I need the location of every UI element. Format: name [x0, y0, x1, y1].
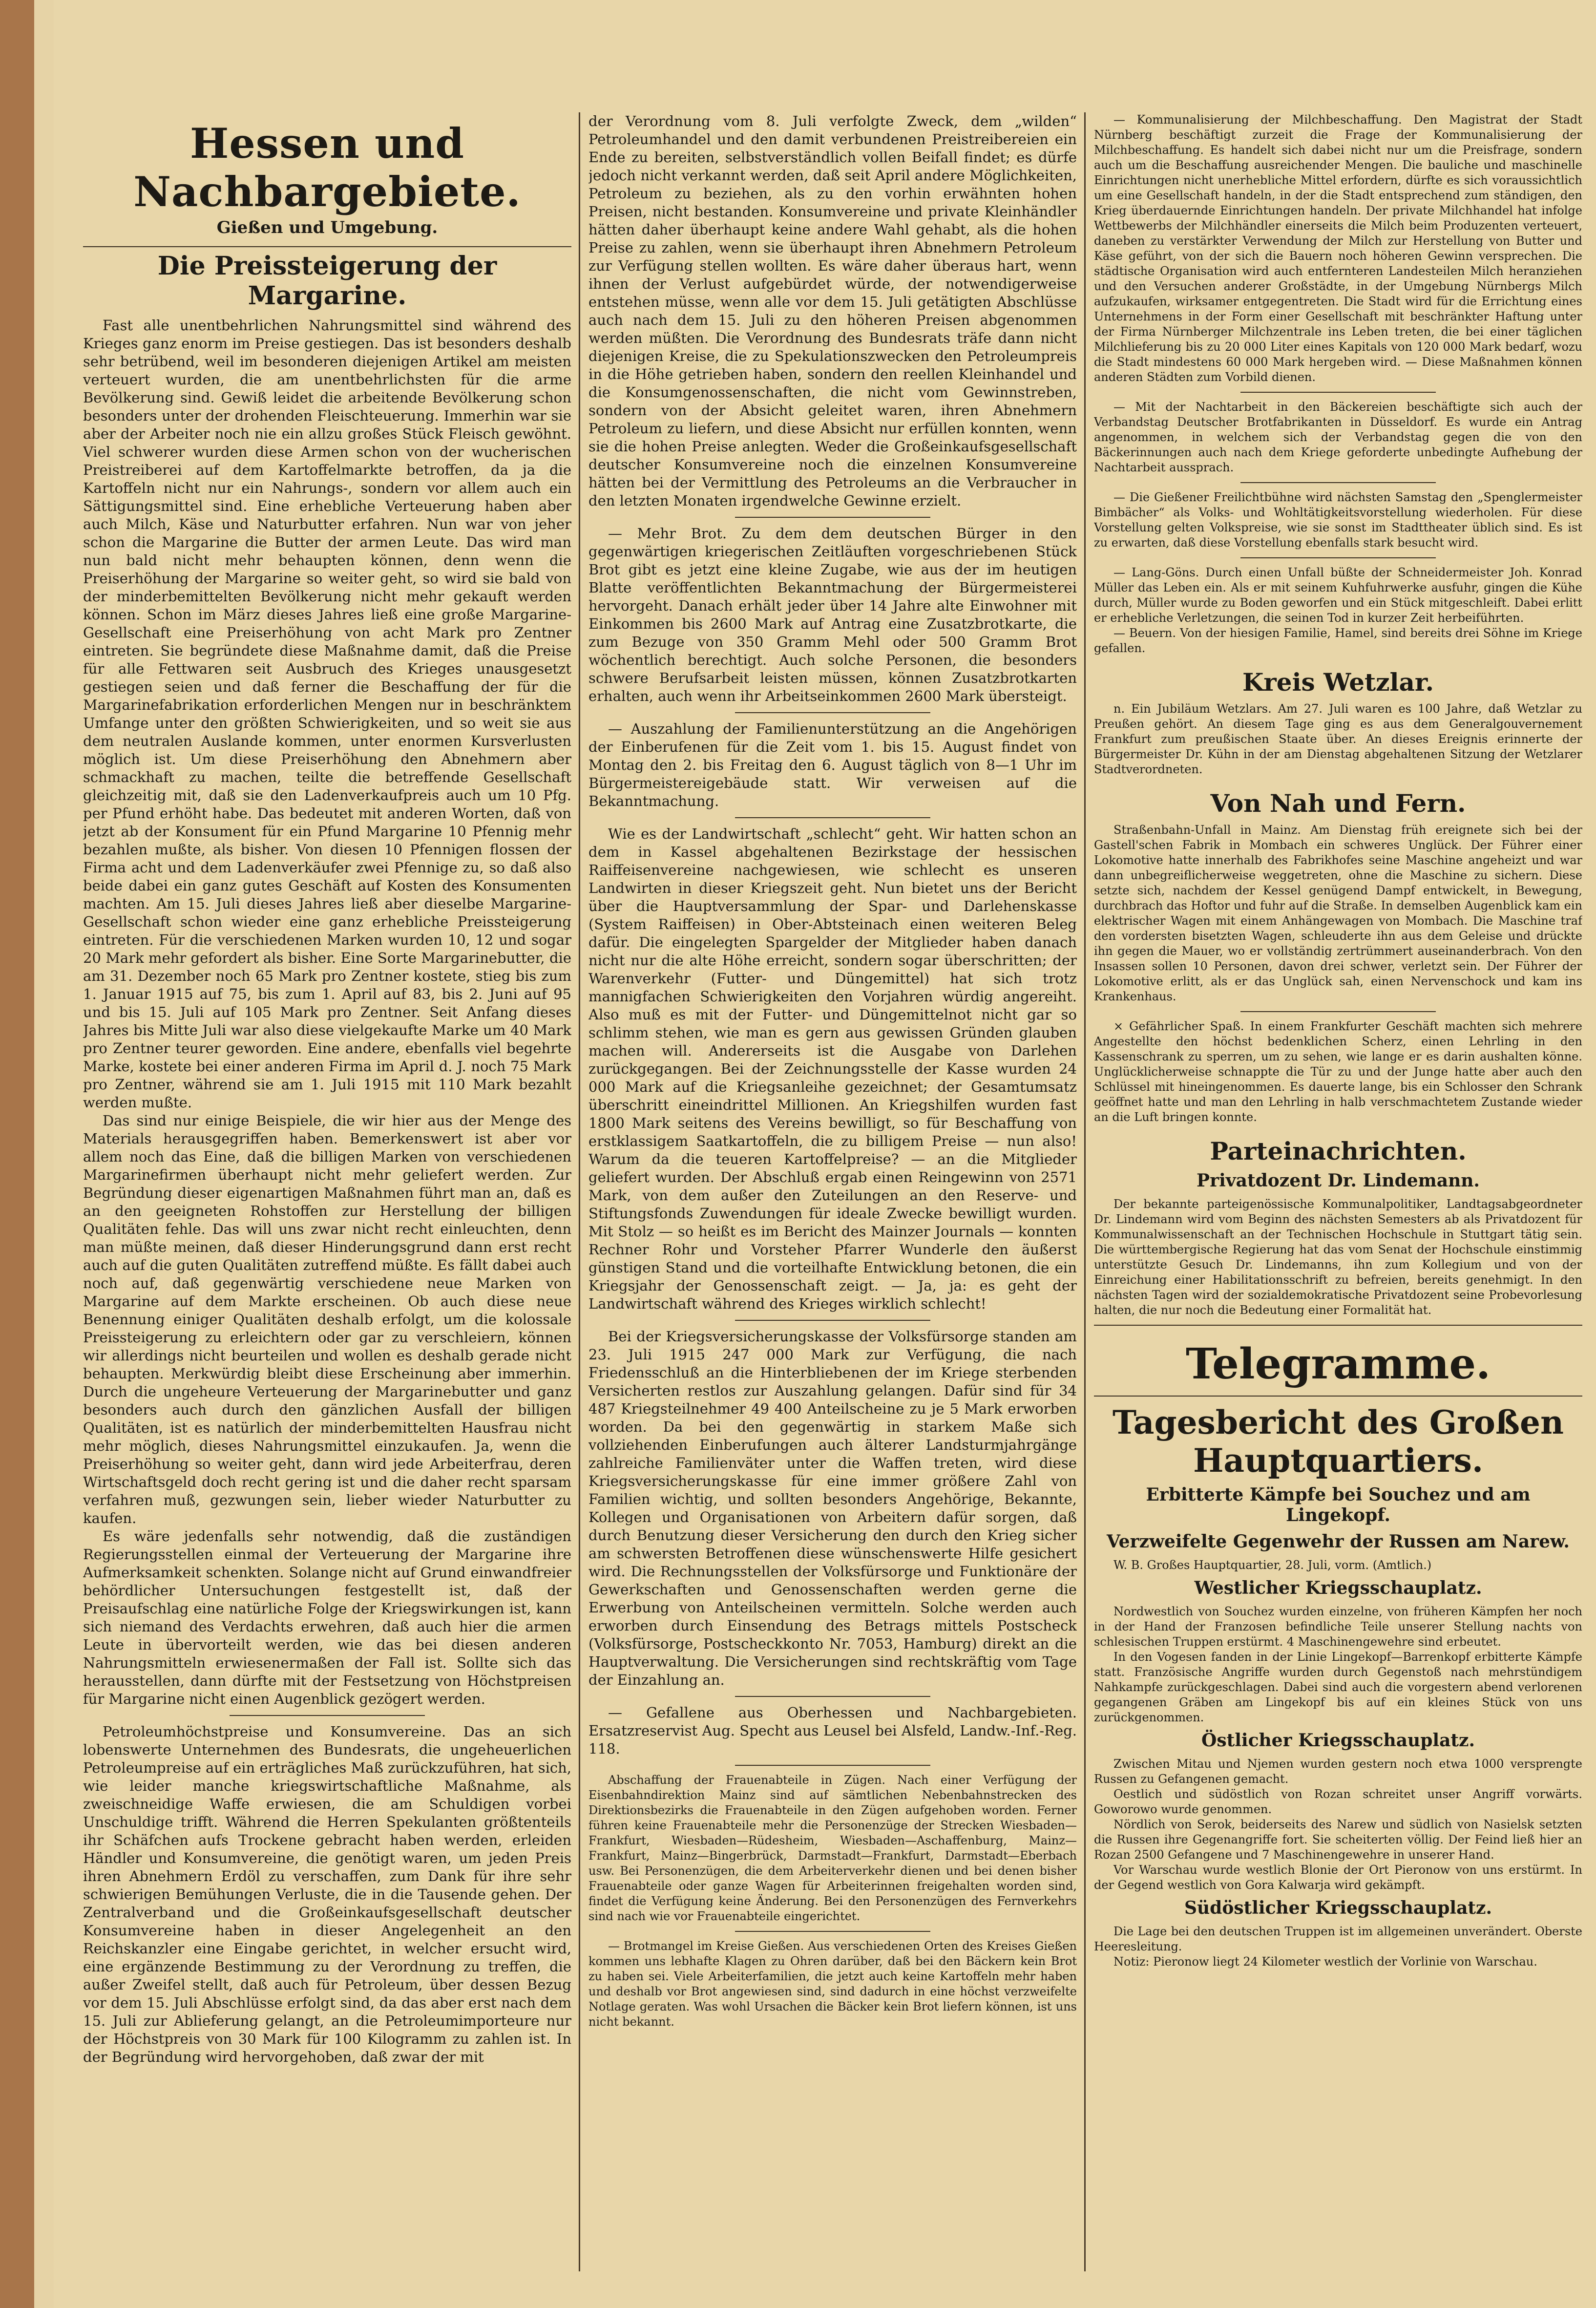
report-paragraph: Zwischen Mitau und Njemen wurden gestern noch etwa 1000 versprengte Russen zu Gefangenen gemacht. [1094, 1757, 1582, 1786]
divider [1094, 1325, 1582, 1326]
article-paragraph: Es wäre jedenfalls sehr notwendig, daß die zuständigen Regierungsstellen einmal der Verteuerung der Margarine ihre Aufmerksamkeit schenkten. Solange nicht auf Grund einwandfreier behördlicher Untersuchungen festgestellt ist, daß der Preisaufschlag eine natürliche Folge der Kriegswirkungen ist, kann sich niemand des Verdachts erwehren, daß auch hier die armen Leute in übervorteilt werden, wie das bei diesen anderen Nahrungsmitteln erwiesenermaßen der Fall ist. Sollte sich das herausstellen, dann dürfte mit der Festsetzung von Höchstpreisen für Margarine nicht einen Augenblick gezögert werden. [83, 1528, 571, 1707]
subheading: Privatdozent Dr. Lindemann. [1197, 1170, 1480, 1191]
article-paragraph: × Gefährlicher Spaß. In einem Frankfurter Geschäft machten sich mehrere Angestellte den höchst bedenklichen Scherz, einen Lehrling in den Kassenschrank zu sperren, um zu sehen, wie lange er es darin aushalten könne. Unglücklicherweise schnappte die Tür zu und der Junge hatte aber auch den Schlüssel mit hineingenommen. Es dauerte lange, bis ein Schlosser den Schrank geöffnet hatte und man den Lehrling in halb verschmachtetem Zustande wieder an die Luft bringen konnte. [1094, 1019, 1582, 1124]
theater-heading: Östlicher Kriegsschauplatz. [1201, 1730, 1475, 1751]
article-paragraph: Straßenbahn-Unfall in Mainz. Am Dienstag früh ereignete sich bei der Gastell'schen Fabrik in Mombach ein schweres Unglück. Der Führer einer Lokomotive hatte innerhalb des Fabrikhofes seine Maschine angeheizt und war dann unbegreiflicherweise weggetreten, ohne die Maschine zu sichern. Diese setzte sich, nachdem der Kessel genügend Dampf entwickelt, in Bewegung, durchbrach das Hoftor und fuhr auf die Straße. In demselben Augenblick kam ein elektrischer Wagen mit einem Anhängewagen von Mombach. Die Maschine traf den vordersten bisetzten Wagen, schleuderte ihn aus dem Geleise und drückte ihn gegen die Mauer, wo er vollständig zertrümmert auseinanderbrach. Von den Insassen sollen 10 Personen, davon drei schwer, verletzt sein. Der Führer der Lokomotive erlitt, als er das Unglück sah, einen Nervenschock und kam ins Krankenhaus. [1094, 823, 1582, 1003]
article-paragraph: — Beuern. Von der hiesigen Familie, Hamel, sind bereits drei Söhne im Kriege gefallen. [1094, 626, 1582, 655]
newspaper-page [54, 0, 1596, 2308]
divider [1240, 557, 1436, 558]
article-paragraph: der Verordnung vom 8. Juli verfolgte Zweck, dem „wilden“ Petroleumhandel und den damit verbundenen Preistreibereien ein Ende zu bereiten, selbstverständlich vollen Beifall findet; es dürfe jedoch nicht verkannt werden, daß seit April andere Möglichkeiten, Petroleum zu beziehen, als zu den vorhin erwähnten hohen Preisen, nicht bestanden. Konsumvereine und private Kleinhändler hätten daher überhaupt keine andere Wahl gehabt, als die hohen Preise zu zahlen, wenn sie überhaupt ihren Abnehmern Petroleum zur Verfügung stellen wollten. Es wäre daher überaus hart, wenn ihnen der Verlust aufgebürdet würde, der notwendigerweise entstehen müsse, wenn alle vor dem 15. Juli getätigten Abschlüsse auch nach dem 15. Juli zu den höheren Preisen abgenommen werden müßten. Die Verordnung des Bundesrats träfe dann nicht diejenigen Kreise, die zu Spekulationszwecken den Petroleumpreis in die Höhe getrieben haben, sondern den reellen Kleinhandel und die Konsumgenossenschaften, die nicht vom Gewinnstreben, sondern von der Absicht geleitet waren, ihren Abnehmern Petroleum zu liefern, und diese Absicht nur erfüllen konnten, wenn sie die hohen Preise anlegten. Weder die Großeinkaufsgesellschaft deutscher Konsumvereine noch die einzelnen Konsumvereine hätten bei der Vermittlung des Petroleums an die Verbraucher in den letzten Monaten irgendwelche Gewinne erzielt. [588, 113, 1077, 509]
article-paragraph: — Gefallene aus Oberhessen und Nachbargebieten. Ersatzreservist Aug. Specht aus Leusel bei Alsfeld, Landw.-Inf.-Reg. 118. [588, 1704, 1077, 1757]
divider [1240, 482, 1436, 483]
dateline: W. B. Großes Hauptquartier, 28. Juli, vorm. (Amtlich.) [1113, 1558, 1432, 1572]
divider [1240, 392, 1436, 393]
article-paragraph: — Lang-Göns. Durch einen Unfall büßte der Schneidermeister Joh. Konrad Müller das Leben ein. Als er mit seinem Kuhfuhrwerke ausfuhr, gingen die Kühe durch, Müller wurde zu Boden geworfen und ein Stück mitgeschleift. Dabei erlitt er erhebliche Verletzungen, die seinen Tod in kurzer Zeit herbeiführten. [1094, 566, 1582, 625]
telegram-title: Telegramme. [1185, 1339, 1491, 1389]
report-title: Tagesbericht des Großen Hauptquartiers. [1112, 1403, 1564, 1480]
section-heading: Von Nah und Fern. [1210, 789, 1466, 818]
article-paragraph: Wie es der Landwirtschaft „schlecht“ geht. Wir hatten schon an dem in Kassel abgehaltenen Bezirkstage der hessischen Raiffeisenvereine nachgewiesen, wie schlecht es unseren Landwirten in dieser Kriegszeit geht. Nun bietet uns der Bericht über die Hauptversammlung der Spar- und Darlehenskasse (System Raiffeisen) in Ober-Abtsteinach einen weiteren Beleg dafür. Die eingelegten Spargelder der Mitglieder haben danach nicht nur die alte Höhe erreicht, sondern sogar überschritten; der Warenverkehr (Futter- und Düngemittel) hat sich trotz mannigfachen Schwierigkeiten den Vorjahren würdig angereiht. Also muß es mit der Futter- und Düngemittelnot nicht gar so schlimm stehen, wie man es gern aus gewissen Gründen glauben machen will. Andererseits ist die Ausgabe von Darlehen zurückgegangen. Bei der Zeichnungsstelle der Kasse wurden 24 000 Mark auf die Kriegsanleihe gezeichnet; der Gesamtumsatz überschritt eineindrittel Millionen. An Kriegshilfen wurden fast 1800 Mark seitens des Vereins bewilligt, so für Beschaffung von erstklassigem Saatkartoffeln, die zu billigem Preise — nun also! Warum da die teueren Kartoffelpreise? — an die Mitglieder geliefert wurden. Der Abschluß ergab einen Reingewinn von 2571 Mark, von dem außer den Zuteilungen an den Reserve- und Stiftungsfonds Zuwendungen für ideale Zwecke bewilligt wurden. Mit Stolz — so heißt es im Bericht des Mainzer Journals — konnten Rechner Rohr und Vorsteher Pfarrer Wunderle den äußerst günstigen Stand und die vorteilhafte Entwicklung betonen, die ein Kriegsjahr der Genossenschaft zeigt. — Ja, ja: es geht der Landwirtschaft während des Krieges wirklich schlecht! [588, 826, 1077, 1312]
divider [230, 1715, 425, 1716]
divider [735, 1696, 930, 1697]
article-paragraph: Der bekannte parteigenössische Kommunalpolitiker, Landtagsabgeordneter Dr. Lindemann wird vom Beginn des nächsten Semesters ab als Privatdozent für Kommunalwissenschaft an der Technischen Hochschule in Stuttgart tätig sein. Die württembergische Regierung hat das vom Senat der Hochschule einstimmig unterstützte Gesuch Dr. Lindemanns, ihn zum Kollegium und von der Einreichung einer Habilitationsschrift zu befreien, bereits genehmigt. In den nächsten Tagen wird der sozialdemokratische Privatdozent seine Probevorlesung halten, die nur noch die Bedeutung einer Formalität hat. [1094, 1197, 1582, 1317]
divider [735, 817, 930, 818]
article-paragraph: Bei der Kriegsversicherungskasse der Volksfürsorge standen am 23. Juli 1915 247 000 Mark zur Verfügung, die nach Friedensschluß an die Hinterbliebenen der im Kriege sterbenden Versicherten restlos zur Auszahlung gelangen. Dafür sind für 34 487 Kriegsteilnehmer 49 400 Anteilscheine zu je 5 Mark erworben worden. Da bei den gegenwärtig in starkem Maße sich vollziehenden Einberufungen auch älterer Landsturmjahrgänge zahlreiche Familienväter unter die Waffen treten, wird diese Kriegsversicherungskasse für eine immer größere Zahl von Familien wichtig, und sollten besonders Angehörige, Bekannte, Kollegen und Organisationen von Arbeitern dafür sorgen, daß durch Benutzung dieser Versicherung den durch den Krieg sicher am schwersten Betroffenen diese wünschenswerte Hilfe gesichert wird. Die Rechnungsstellen der Volksfürsorge und Funktionäre der Gewerkschaften und Genossenschaften werden gerne die Erwerbung von Anteilscheinen vermitteln. Solche werden auch erworben durch Einsendung des Betrags mittels Postscheck (Volksfürsorge, Postscheckkonto Nr. 7053, Hamburg) direkt an die Hauptverwaltung. Die Versicherungen sind rechtskräftig vom Tage der Einzahlung an. [588, 1328, 1077, 1688]
report-headline: Erbitterte Kämpfe bei Souchez und am Lingekopf. [1146, 1484, 1531, 1525]
section-title: Hessen und Nachbargebiete. [133, 119, 521, 216]
book-binding [0, 0, 34, 2308]
article-paragraph: — Auszahlung der Familienunterstützung an die Angehörigen der Einberufenen für die Zeit vom 1. bis 15. August findet von Montag den 2. bis Freitag den 6. August täglich von 8—1 Uhr im Bürgermeistereigebäude statt. Wir verweisen auf die Bekanntmachung. [588, 720, 1077, 809]
report-paragraph: In den Vogesen fanden in der Linie Lingekopf—Barrenkopf erbitterte Kämpfe statt. Französische Angriffe wurden durch Gegenstoß nach mehrstündigem Nahkampfe zurückgeschlagen. Dabei sind auch die vorgestern abend verlorenen gegangenen Gräben am Lingekopf bis auf ein kleines Stück von uns zurückgenommen. [1094, 1650, 1582, 1724]
article-paragraph: Das sind nur einige Beispiele, die wir hier aus der Menge des Materials herausgegriffen haben. Bemerkenswert ist aber vor allem noch das Eine, daß die billigen Marken von verschiedenen Margarinefirmen überhaupt nicht mehr geliefert werden. Zur Begründung dieser eigenartigen Maßnahmen führt man an, daß es an den geeigneten Rohstoffen zur Herstellung der billigen Qualitäten fehle. Das will uns zwar nicht recht einleuchten, denn man müßte meinen, daß dieser Hinderungsgrund dann erst recht auch auf die guten Qualitäten zutreffend müßte. Es fällt dabei auch noch auf, daß gegenwärtig verschiedene neue Marken von Margarine auf dem Markte erscheinen. Ob auch diese neue Benennung einiger Qualitäten deshalb erfolgt, um die kolossale Preissteigerung zu erleichtern oder gar zu verschleiern, können wir allerdings nicht beurteilen und wollen es deshalb gerade nicht behaupten. Merkwürdig bleibt diese Erscheinung aber immerhin. Durch die ungeheure Verteuerung der Margarinebutter und ganz besonders auch durch den gänzlichen Ausfall der billigen Qualitäten, ist es natürlich der minderbemittelten Hausfrau nicht mehr möglich, dieses Nahrungsmittel einzukaufen. Ja, wenn die Preiserhöhung so weiter geht, dann wird jede Arbeiterfrau, deren Wirtschaftsgeld doch recht gering ist und die daher recht sparsam verfahren muß, gezwungen sein, lieber wieder Naturbutter zu kaufen. [83, 1112, 571, 1526]
divider [735, 517, 930, 518]
article-paragraph: — Mit der Nachtarbeit in den Bäckereien beschäftigte sich auch der Verbandstag Deutscher Brotfabrikanten in Düsseldorf. Es wurde ein Antrag angenommen, in welchem sich der Verbandstag gegen die von den Bäckerinnungen auch nach dem Kriege geforderte unbedingte Aufhebung der Nachtarbeit aussprach. [1094, 400, 1582, 474]
article-paragraph: Abschaffung der Frauenabteile in Zügen. Nach einer Verfügung der Eisenbahndirektion Mainz sind auf sämtlichen Nebenbahnstrecken des Direktionsbezirks die Frauenabteile in den Zügen aufgehoben worden. Ferner führen keine Frauenabteile mehr die Personenzüge der Strecken Wiesbaden—Frankfurt, Wiesbaden—Rüdesheim, Wiesbaden—Aschaffenburg, Mainz—Frankfurt, Mainz—Bingerbrück, Darmstadt—Frankfurt, Darmstadt—Eberbach usw. Bei Personenzügen, die dem Arbeiterverkehr dienen und bei denen bisher Frauenabteile oder ganze Wagen für Arbeiterinnen freigehalten worden sind, findet die Verfügung keine Änderung. Bei den Personenzügen des Fernverkehrs sind nach wie vor Frauenabteile eingerichtet. [588, 1773, 1077, 1923]
theater-heading: Südöstlicher Kriegsschauplatz. [1184, 1898, 1492, 1918]
section-heading: Kreis Wetzlar. [1242, 668, 1434, 697]
article-paragraph: — Mehr Brot. Zu dem dem deutschen Bürger in den gegenwärtigen kriegerischen Zeitläuften vorgeschriebenen Stück Brot gibt es jetzt eine kleine Zugabe, wie aus der im heutigen Blatte veröffentlichten Bekanntmachung der Bürgermeisterei hervorgeht. Danach erhält jeder über 14 Jahre alte Einwohner mit Einkommen bis 2600 Mark auf Antrag eine Zusatzbrotkarte, die zum Bezuge von 350 Gramm Mehl oder 500 Gramm Brot wöchentlich berechtigt. Auch solche Personen, die besonders schwere Berufsarbeit leisten müssen, können Zusatzbrotkarten erhalten, auch wenn ihr Arbeitseinkommen 2600 Mark übersteigt. [588, 525, 1077, 704]
divider [735, 712, 930, 713]
article-paragraph: — Brotmangel im Kreise Gießen. Aus verschiedenen Orten des Kreises Gießen kommen uns lebhafte Klagen zu Ohren darüber, daß bei den Bäckern kein Brot zu haben sei. Viele Arbeiterfamilien, die jetzt auch keine Kartoffeln mehr haben und deshalb vor Brot angewiesen sind, sind dadurch in eine höchst verzweifelte Notlage geraten. Was wohl Ursachen die Bäcker kein Brot liefern können, ist uns nicht bekannt. [588, 1939, 1077, 2029]
divider [735, 1931, 930, 1932]
article-paragraph: Fast alle unentbehrlichen Nahrungsmittel sind während des Krieges ganz enorm im Preise gestiegen. Das ist besonders deshalb sehr betrübend, weil im besonderen diejenigen Artikel am meisten verteuert wurden, die am unentbehrlichsten für die arme Bevölkerung sind. Gewiß leidet die arbeitende Bevölkerung schon besonders unter der drohenden Fleischteuerung. Immerhin war sie aber der Arbeiter noch nie ein allzu großes Stück Fleisch gewöhnt. Viel schwerer wurden diese Armen schon von der wucherischen Preistreiberei auf dem Kartoffelmarkte betroffen, da ja die Kartoffeln nicht nur ein Nahrungs-, sondern vor allem auch ein Sättigungsmittel sind. Eine erhebliche Verteuerung haben aber auch Milch, Käse und Naturbutter erfahren. Nun war von jeher schon die Margarine die Butter der armen Leute. Das wird man nun bald nicht mehr behaupten können, denn wenn die Preiserhöhung der Margarine so weiter geht, so wird sie bald von der minderbemittelten Bevölkerung nicht mehr gekauft werden können. Schon im März dieses Jahres ließ eine große Margarine-Gesellschaft eine Preiserhöhung von acht Mark pro Zentner eintreten. Sie begründete diese Maßnahme damit, daß die Preise für alle Fettwaren seit Ausbruch des Krieges unausgesetzt gestiegen seien und daß ferner die Beschaffung der für die Margarinefabrikation erforderlichen Mengen nur in beschränktem Umfange unter den größten Schwierigkeiten, und so weit sie aus dem neutralen Auslande kommen, unter enormen Kursverlusten möglich ist. Um diese Preiserhöhung den Abnehmern aber schmackhaft zu machen, teilte die betreffende Gesellschaft gleichzeitig mit, daß sie den Ladenverkaufpreis auch um 10 Pfg. per Pfund erhöht habe. Das bedeutet mit anderen Worten, daß von jetzt ab der Konsument für ein Pfund Margarine 10 Pfennig mehr bezahlen mußte, als bisher. Von diesen 10 Pfennigen flossen der Firma acht und dem Ladenverkäufer zwei Pfennige zu, so daß also beide dabei ein ganz gutes Geschäft auf Kosten des Konsumenten machten. Am 15. Juli dieses Jahres ließ aber dieselbe Margarine-Gesellschaft schon wieder eine ganz erhebliche Preissteigerung eintreten. Für die verschiedenen Marken wurden 10, 12 und sogar 20 Mark mehr gefordert als bisher. Eine Sorte Margarinebutter, die am 31. Dezember noch 65 Mark pro Zentner kostete, stieg bis zum 1. Januar 1915 auf 75, bis zum 1. April auf 83, bis 2. Juni auf 95 und bis 15. Juli auf 105 Mark pro Zentner. Seit Anfang dieses Jahres bis Mitte Juli war also diese vielgekaufte Marke um 40 Mark pro Zentner teurer geworden. Eine andere, ebenfalls viel begehrte Marke, kostete bei einer anderen Firma im April d. J. noch 75 Mark pro Zentner, während sie am 1. Juli 1915 mit 110 Mark bezahlt werden mußte. [83, 317, 571, 1111]
report-paragraph: Nördlich von Serok, beiderseits des Narew und südlich von Nasielsk setzten die Russen ihre Gegenangriffe fort. Sie scheiterten völlig. Der Feind ließ hier an Rozan 2500 Gefangene und 7 Maschinengewehre in unserer Hand. [1094, 1818, 1582, 1862]
divider [735, 1320, 930, 1321]
column-rule [579, 112, 580, 2271]
theater-heading: Westlicher Kriegsschauplatz. [1194, 1578, 1482, 1598]
report-paragraph: Die Lage bei den deutschen Truppen ist im allgemeinen unverändert. Oberste Heeresleitung. [1094, 1925, 1582, 1953]
article-paragraph: Petroleumhöchstpreise und Konsumvereine. Das an sich lobenswerte Unternehmen des Bundesrats, die ungeheuerlichen Petroleumpreise auf ein erträgliches Maß zurückzuführen, hat sich, wie leider manche kriegswirtschaftliche Maßnahme, als zweischneidige Waffe erwiesen, die am Schuldigen vorbei Unschuldige trifft. Während die Herren Spekulanten größtenteils ihr Schäfchen aufs Trockene gebracht haben werden, erleiden Händler und Konsumvereine, die genötigt waren, um jeden Preis ihren Abnehmern Erdöl zu verschaffen, zum Dank für ihre sehr schwierigen Bemühungen Verluste, die in die Tausende gehen. Der Zentralverband und die Großeinkaufsgesellschaft deutscher Konsumvereine haben in dieser Angelegenheit an den Reichskanzler eine Eingabe gerichtet, in welcher ersucht wird, eine ergänzende Bestimmung zu der Verordnung zu treffen, die außer Zweifel stellt, daß auch für Petroleum, über dessen Bezug vor dem 15. Juli Abschlüsse erfolgt sind, da das aber erst nach dem 15. Juli zur Ablieferung gelangt, an die Petroleumimporteure nur der Höchstpreis von 30 Mark für 100 Kilogramm zu zahlen ist. In der Begründung wird hervorgehoben, daß zwar der mit [83, 1723, 571, 2065]
report-headline: Verzweifelte Gegenwehr der Russen am Narew. [1107, 1531, 1570, 1552]
column-rule [1084, 112, 1086, 2271]
column-2 [588, 112, 1077, 2296]
divider [735, 1765, 930, 1766]
section-heading: Parteinachrichten. [1210, 1137, 1467, 1165]
article-paragraph: n. Ein Jubiläum Wetzlars. Am 27. Juli waren es 100 Jahre, daß Wetzlar zu Preußen gehört. An diesem Tage ging es aus dem Generalgouvernement Frankfurt zum preußischen Staate über. An dieses Ereignis erinnerte der Bürgermeister Dr. Kühn in der am Dienstag abgehaltenen Sitzung der Wetzlarer Stadtverordneten. [1094, 702, 1582, 776]
column-3 [1094, 112, 1582, 2296]
report-paragraph: Nordwestlich von Souchez wurden einzelne, von früheren Kämpfen her noch in der Hand der Franzosen befindliche Teile unserer Stellung nachts von schlesischen Truppen erstürmt. 4 Maschinengewehre sind erbeutet. [1094, 1605, 1582, 1649]
article-paragraph: — Kommunalisierung der Milchbeschaffung. Den Magistrat der Stadt Nürnberg beschäftigt zurzeit die Frage der Kommunalisierung der Milchbeschaffung. Es handelt sich dabei nicht nur um die Preisfrage, sondern auch um die Beschaffung ausreichender Mengen. Die bauliche und maschinelle Einrichtungen nicht unerhebliche Mittel erfordern, dürfte es sich voraussichtlich um eine Gesellschaft handeln, in der die Stadt entsprechend zum ständigen, den Krieg überdauernde Einrichtungen handeln. Der private Milchhandel hat infolge Wettbewerbs der Milchhändler einerseits die Milch beim Produzenten verteuert, daneben zu verstärkter Verwendung der Milch zur Herstellung von Butter und Käse geführt, von der sich die Bauern noch höheren Gewinn versprechen. Die städtische Organisation wird auch entfernteren Landesteilen Milch heranziehen und den Versuchen anderer Großstädte, in der Umgebung Nürnbergs Milch aufzukaufen, wirksamer entgegentreten. Die Stadt wird für die Errichtung eines Unternehmens in der Form einer Gesellschaft mit beschränkter Haftung unter der Firma Nürnberger Milchzentrale ins Leben treten, die bei einer täglichen Milchlieferung bis zu 20 000 Liter eines Kapitals von 120 000 Mark bedarf, wozu die Stadt mindestens 60 000 Mark hergeben wird. — Diese Maßnahmen können anderen Städten zum Vorbild dienen. [1094, 113, 1582, 384]
divider [1094, 1396, 1582, 1397]
report-paragraph: Oestlich und südöstlich von Rozan schreitet unser Angriff vorwärts. Goworowo wurde genommen. [1094, 1787, 1582, 1816]
column-1 [83, 112, 571, 2296]
subsection-title: Gießen und Umgebung. [216, 218, 438, 237]
article-title: Die Preissteigerung der Margarine. [83, 246, 571, 311]
article-paragraph: — Die Gießener Freilichtbühne wird nächsten Samstag den „Spenglermeister Bimbächer“ als Volks- und Wohltätigkeitsvorstellung wiederholen. Für diese Vorstellung gelten Volkspreise, wie sie sonst im Stadttheater üblich sind. Es ist zu erwarten, daß diese Vorstellung ebenfalls stark besucht wird. [1094, 490, 1582, 550]
report-paragraph: Vor Warschau wurde westlich Blonie der Ort Pieronow von uns erstürmt. In der Gegend westlich von Gora Kalwarja wird gekämpft. [1094, 1863, 1582, 1892]
divider [1240, 1011, 1436, 1012]
note: Notiz: Pieronow liegt 24 Kilometer westlich der Vorlinie von Warschau. [1113, 1955, 1537, 1969]
